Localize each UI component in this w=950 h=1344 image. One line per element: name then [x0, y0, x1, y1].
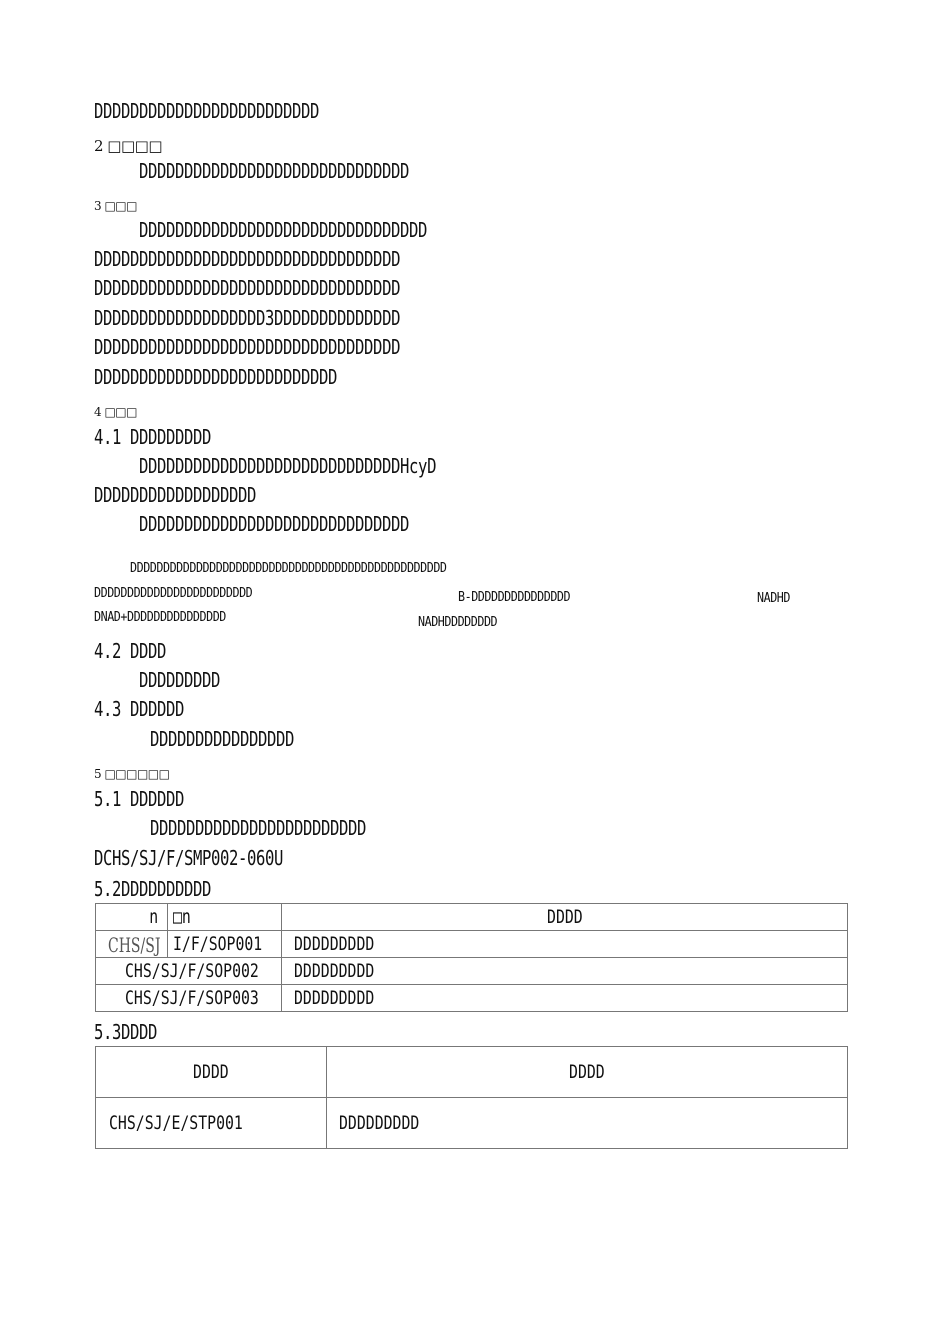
table-row: [96, 931, 848, 958]
small-text-line: B-DDDDDDDDDDDDDDD: [458, 590, 571, 605]
subsection-heading-4-3: 4.3 DDDDDD: [94, 697, 185, 721]
table-cell: DDDDDDDDD: [282, 958, 848, 985]
paragraph-line: DDDDDDDDDDDDDDDDDDDDDDDDDDDDDDDDDD: [94, 276, 401, 300]
table-row: [96, 985, 848, 1012]
table-header-cell: DDDD: [327, 1047, 848, 1098]
paragraph-line: DDDDDDDDDDDDDDDDDDDDDDDDDDDDDDDDDD: [94, 247, 401, 271]
table-header-cell: □n: [168, 904, 282, 931]
small-text-line: DDDDDDDDDDDDDDDDDDDDDDDD: [94, 586, 253, 601]
subsection-heading-4-1: 4.1 DDDDDDDDD: [94, 425, 212, 449]
table-cell: CHS/SJ/F/SOP003: [96, 985, 282, 1012]
paragraph-line: DDDDDDDDDDDDDDDDDDDDDDDDDDDDDHcyD: [139, 454, 437, 478]
table-cell: DDDDDDDDD: [282, 985, 848, 1012]
clipped-text: NADHD: [757, 591, 790, 603]
table-header-row: [96, 904, 848, 931]
section-heading-2: 2 □□□□: [94, 137, 163, 155]
table-row: [96, 958, 848, 985]
subsection-heading-5-2: 5.2DDDDDDDDDD: [94, 877, 212, 901]
paragraph-line: DDDDDDDDD: [139, 668, 221, 692]
table-cell: I/F/SOP001: [168, 931, 282, 958]
clipped-text: NADHDDDDDDDD: [418, 615, 498, 627]
table-header-cell: DDDD: [96, 1047, 327, 1098]
paragraph-line: DDDDDDDDDDDDDDDDDDD3DDDDDDDDDDDDDD: [94, 306, 401, 330]
section-heading-4: 4 □□□: [94, 405, 137, 419]
table-cell: CHS/SJ/F/SOP002: [96, 958, 282, 985]
paragraph-line: DDDDDDDDDDDDDDDDDD: [94, 483, 257, 507]
section-heading-5: 5 □□□□□□: [94, 767, 170, 781]
table-cell: CHS/SJ/E/STP001: [96, 1098, 327, 1149]
paragraph-line: DDDDDDDDDDDDDDDDDDDDDDDDDDD: [94, 365, 338, 389]
paragraph-line: DCHS/SJ/F/SMP002-060U: [94, 846, 284, 870]
paragraph-line: DDDDDDDDDDDDDDDDDDDDDDDDDDDDDD: [139, 159, 410, 183]
section-heading-3: 3 □□□: [94, 199, 137, 213]
table-cell: CHS/SJ: [96, 931, 168, 958]
subsection-heading-5-1: 5.1 DDDDDD: [94, 787, 185, 811]
documents-table: [95, 903, 848, 1012]
subsection-heading-5-3: 5.3DDDD: [94, 1020, 158, 1044]
paragraph-line: DDDDDDDDDDDDDDDDDDDDDDDDDDDDDDDDDD: [94, 335, 401, 359]
paragraph-line: DDDDDDDDDDDDDDDDDDDDDDDDD: [94, 99, 320, 123]
paragraph-line: DDDDDDDDDDDDDDDDDDDDDDDD: [150, 816, 367, 840]
paragraph-line: DDDDDDDDDDDDDDDDDDDDDDDDDDDDDDDD: [139, 218, 428, 242]
paragraph-line: DDDDDDDDDDDDDDDDDDDDDDDDDDDDDD: [139, 512, 410, 536]
table-cell: DDDDDDDDD: [282, 931, 848, 958]
paragraph-line: DDDDDDDDDDDDDDDD: [150, 727, 295, 751]
table-header-cell: n: [96, 904, 168, 931]
small-text-line: DNAD+DDDDDDDDDDDDDDD: [94, 610, 226, 625]
table-header-row: [96, 1047, 848, 1098]
table-cell: DDDDDDDDD: [327, 1098, 848, 1149]
subsection-heading-4-2: 4.2 DDDD: [94, 639, 167, 663]
table-row: [96, 1098, 848, 1149]
table-header-cell: DDDD: [282, 904, 848, 931]
small-text-line: DDDDDDDDDDDDDDDDDDDDDDDDDDDDDDDDDDDDDDDDDDDDDDDD: [130, 561, 447, 576]
standards-table: [95, 1046, 848, 1149]
